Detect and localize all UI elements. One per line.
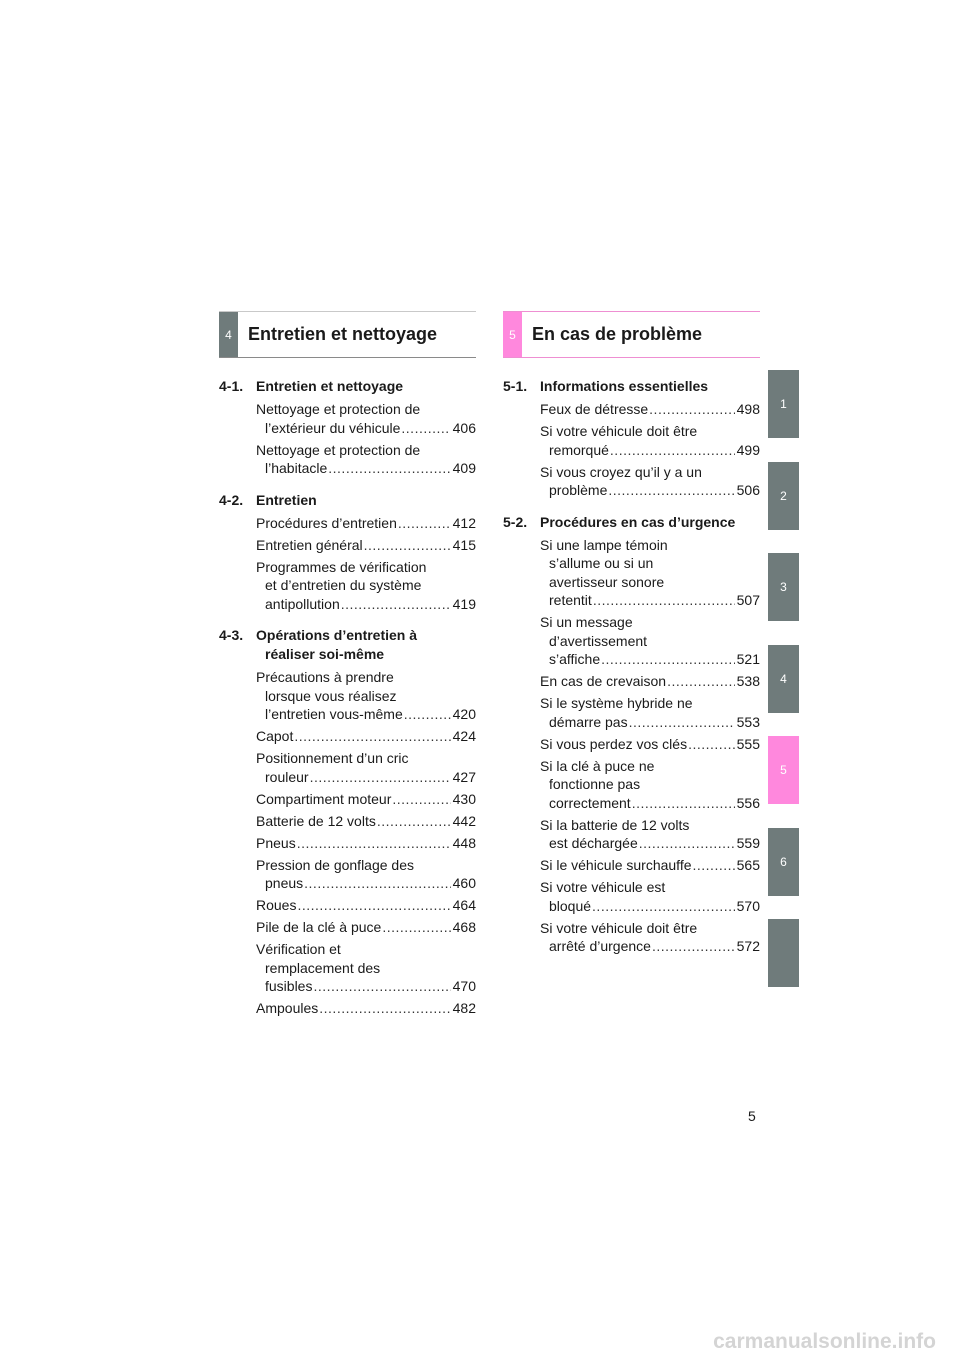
toc-entry-line: Si votre véhicule est	[540, 879, 666, 895]
toc-page-number: 468	[452, 919, 476, 935]
toc-page-number: 427	[452, 768, 476, 785]
toc-page-number: 555	[736, 735, 760, 752]
toc-entry-text: est déchargée	[549, 835, 638, 851]
toc-entry-line: Si votre véhicule doit être	[540, 919, 698, 936]
dot-leader	[652, 937, 735, 956]
dot-leader	[398, 514, 451, 533]
toc-entry-line: Si le système hybride ne	[540, 695, 693, 711]
dot-leader	[610, 441, 735, 460]
dot-leader	[592, 897, 735, 916]
toc-page-number: 507	[736, 592, 760, 608]
dot-leader	[377, 812, 451, 831]
group-heading	[219, 377, 476, 396]
toc-entry-line: avertisseur sonore	[549, 573, 665, 590]
section-title: En cas de problème	[532, 324, 703, 344]
group-title-line: Entretien	[256, 491, 317, 508]
chapter-tab-blank[interactable]	[768, 919, 799, 987]
toc-entry[interactable]	[256, 400, 476, 437]
toc-entry-line	[256, 790, 476, 809]
toc-entry-text: Roues	[256, 897, 297, 913]
toc-page-number: 470	[452, 978, 476, 994]
toc-entry[interactable]	[256, 668, 476, 724]
toc-entry[interactable]	[256, 441, 476, 478]
toc-entry-text: Ampoules	[256, 1000, 319, 1016]
toc-page-number: 559	[736, 835, 760, 851]
toc-entry-line	[256, 812, 476, 831]
toc-entry-line	[540, 735, 760, 754]
group-heading	[503, 513, 760, 532]
group-number: 4-1.	[219, 378, 244, 394]
toc-entry-line	[540, 794, 760, 813]
group-heading	[219, 491, 476, 510]
toc-entry-line	[256, 705, 476, 724]
toc-entry-text: Entretien général	[256, 536, 363, 553]
toc-entry-line	[256, 459, 476, 478]
toc-page-number: 499	[736, 441, 760, 458]
toc-entry-line	[540, 672, 760, 691]
toc-entry-text: Batterie de 12 volts	[256, 812, 376, 829]
toc-entry-line	[540, 856, 760, 875]
toc-entry[interactable]	[540, 757, 760, 813]
dot-leader	[297, 896, 450, 915]
toc-entry[interactable]	[540, 694, 760, 731]
toc-entry[interactable]	[540, 536, 760, 610]
toc-entry-line	[256, 874, 476, 893]
dot-leader	[310, 768, 451, 787]
group-heading	[503, 377, 760, 396]
toc-entry-text: bloqué	[549, 897, 592, 914]
toc-page-number: 442	[452, 812, 476, 829]
toc-page-number: 460	[452, 875, 476, 891]
toc-entry[interactable]	[540, 400, 760, 419]
toc-entry-text: l’habitacle	[265, 460, 328, 476]
toc-entry-line	[540, 713, 760, 732]
toc-entry-line: fonctionne pas	[549, 776, 641, 792]
group-title	[256, 626, 476, 664]
toc-entry-line	[256, 419, 476, 438]
toc-entry[interactable]	[540, 463, 760, 500]
toc-group	[219, 626, 476, 1018]
toc-entry-line	[540, 650, 760, 669]
dot-leader	[632, 794, 735, 813]
group-number: 5-1.	[503, 378, 528, 394]
chapter-tab-4[interactable]: 4	[768, 645, 799, 713]
toc-entry[interactable]	[256, 940, 476, 996]
toc-entry-line	[256, 727, 476, 746]
chapter-tab-5[interactable]: 5	[768, 736, 799, 804]
group-number: 4-3.	[219, 627, 244, 643]
toc-entry-line: s’allume ou si un	[549, 555, 654, 571]
toc-entry-line	[540, 441, 760, 460]
group-title-line: Opérations d’entretien à	[256, 627, 418, 643]
toc-entry-line	[256, 834, 476, 853]
toc-entry[interactable]	[256, 790, 476, 809]
toc-entry[interactable]	[540, 919, 760, 956]
toc-entry-line	[540, 834, 760, 853]
toc-page-number: 538	[736, 673, 760, 689]
toc-entry-text: Compartiment moteur	[256, 790, 392, 807]
toc-page-number: 482	[452, 1000, 476, 1016]
toc-group	[219, 377, 476, 478]
toc-entry[interactable]	[540, 422, 760, 459]
dot-leader	[404, 705, 451, 724]
toc-entry-line: Programmes de vérification	[256, 558, 427, 575]
dot-leader	[649, 400, 734, 419]
dot-leader	[688, 735, 735, 754]
toc-page-number: 572	[736, 938, 760, 954]
toc-entry-line	[256, 896, 476, 915]
toc-entry[interactable]	[256, 749, 476, 786]
toc-page-number: 415	[452, 536, 476, 553]
group-number: 4-2.	[219, 491, 244, 508]
group-title-line: Entretien et nettoyage	[256, 378, 404, 394]
toc-group	[503, 513, 760, 956]
toc-page-number: 556	[736, 794, 760, 811]
toc-entry-text: Pile de la clé à puce	[256, 919, 382, 935]
toc-entry-line: Si la clé à puce ne	[540, 757, 655, 774]
section-5-column	[503, 311, 760, 969]
toc-entry-text: retentit	[549, 592, 592, 608]
toc-entry-line: Précautions à prendre	[256, 669, 394, 685]
toc-entry-line	[256, 768, 476, 787]
toc-entry-text: problème	[549, 482, 608, 498]
dot-leader	[304, 874, 450, 893]
toc-entry-text: antipollution	[265, 595, 340, 612]
dot-leader	[341, 595, 451, 614]
toc-entry[interactable]	[256, 812, 476, 831]
chapter-tab-1[interactable]: 1	[768, 370, 799, 438]
toc-entry-line: Si votre véhicule doit être	[540, 423, 698, 439]
toc-entry[interactable]	[256, 514, 476, 533]
section-4-column	[219, 311, 476, 1031]
toc-entry[interactable]	[256, 999, 476, 1018]
toc-page-number: 419	[452, 595, 476, 612]
toc-page-number: 420	[452, 706, 476, 722]
toc-entry-line	[256, 514, 476, 533]
toc-entry[interactable]	[256, 856, 476, 893]
page-number: 5	[748, 1108, 756, 1124]
dot-leader	[639, 834, 735, 853]
group-number: 5-2.	[503, 513, 528, 530]
chapter-tab-3[interactable]: 3	[768, 553, 799, 621]
dot-leader	[392, 790, 450, 809]
toc-page-number: 521	[736, 651, 760, 667]
toc-entry-line: et d’entretien du système	[265, 577, 422, 593]
toc-entry[interactable]	[540, 878, 760, 915]
toc-entry[interactable]	[256, 558, 476, 614]
toc-entry-line: remplacement des	[265, 959, 381, 976]
toc-entry-line: Vérification et	[256, 941, 341, 957]
toc-entry[interactable]	[540, 735, 760, 754]
group-title-line: Informations essentielles	[540, 378, 709, 394]
toc-entry-text: Si vous perdez vos clés	[540, 735, 688, 752]
group-title-line: réaliser soi-même	[265, 646, 385, 662]
group-title	[540, 513, 760, 532]
toc-entry-line: Pression de gonflage des	[256, 856, 414, 873]
dot-leader	[313, 977, 450, 996]
toc-page-number: 430	[452, 790, 476, 807]
dot-leader	[629, 713, 735, 732]
toc-entry-line: Nettoyage et protection de	[256, 401, 421, 417]
toc-page-number: 506	[736, 482, 760, 498]
toc-entry-text: pneus	[265, 875, 304, 891]
toc-entry-line: Si vous croyez qu’il y a un	[540, 463, 702, 480]
toc-entry-line	[256, 977, 476, 996]
toc-page-number: 553	[736, 713, 760, 730]
section-header	[503, 311, 760, 358]
toc-entry[interactable]	[256, 536, 476, 555]
dot-leader	[294, 727, 450, 746]
toc-entry-line	[256, 536, 476, 555]
toc-entry-text: Capot	[256, 728, 294, 744]
chapter-tab-6[interactable]: 6	[768, 828, 799, 896]
toc-page-number: 570	[736, 897, 760, 914]
chapter-tab-2[interactable]: 2	[768, 462, 799, 530]
toc-entry-line	[540, 481, 760, 500]
dot-leader	[382, 918, 450, 937]
dot-leader	[601, 650, 735, 669]
toc-entry-line	[540, 897, 760, 916]
toc-entry-text: s’affiche	[549, 651, 601, 667]
section-number: 4	[219, 312, 238, 357]
section-header	[219, 311, 476, 358]
toc-entry[interactable]	[256, 918, 476, 937]
toc-entry-text: Feux de détresse	[540, 401, 649, 417]
group-title-line: Procédures en cas d’urgence	[540, 513, 736, 530]
toc-group	[219, 491, 476, 614]
dot-leader	[364, 536, 451, 555]
toc-entry-text: Pneus	[256, 834, 296, 851]
section-number: 5	[503, 312, 522, 357]
toc-groups	[219, 358, 476, 1018]
toc-entry-text: l’extérieur du véhicule	[265, 419, 401, 436]
toc-page-number: 424	[452, 728, 476, 744]
toc-entry-line	[540, 937, 760, 956]
toc-entry-line: Si un message	[540, 614, 633, 630]
toc-entry-line: Positionnement d’un cric	[256, 750, 409, 766]
toc-entry-line	[540, 591, 760, 610]
dot-leader	[608, 481, 734, 500]
toc-groups	[503, 358, 760, 956]
toc-entry-text: l’entretien vous-même	[265, 706, 403, 722]
toc-entry-text: remorqué	[549, 441, 609, 458]
toc-entry-line	[256, 918, 476, 937]
group-title	[256, 491, 476, 510]
toc-entry-line: Si la batterie de 12 volts	[540, 816, 690, 833]
dot-leader	[297, 834, 451, 853]
watermark: carmanualsonline.info	[713, 1330, 936, 1353]
toc-page-number: 498	[736, 401, 760, 417]
dot-leader	[593, 591, 735, 610]
toc-entry-line: Si une lampe témoin	[540, 536, 668, 553]
toc-entry-text: correctement	[549, 794, 631, 811]
toc-group	[503, 377, 760, 500]
toc-entry[interactable]	[256, 834, 476, 853]
toc-page-number: 406	[452, 419, 476, 436]
toc-entry[interactable]	[540, 672, 760, 691]
toc-entry-line	[540, 400, 760, 419]
dot-leader	[328, 459, 450, 478]
toc-entry[interactable]	[540, 856, 760, 875]
toc-entry-line: Nettoyage et protection de	[256, 441, 421, 458]
toc-entry-text: fusibles	[265, 978, 313, 994]
group-title	[256, 377, 476, 396]
dot-leader	[693, 856, 735, 875]
toc-entry-line: d’avertissement	[549, 632, 648, 649]
toc-page-number: 409	[452, 460, 476, 476]
toc-entry[interactable]	[540, 613, 760, 669]
toc-page-number: 448	[452, 834, 476, 851]
toc-entry-line	[256, 595, 476, 614]
dot-leader	[401, 419, 450, 438]
toc-entry-line	[256, 999, 476, 1018]
section-title: Entretien et nettoyage	[248, 324, 438, 344]
toc-entry[interactable]	[256, 727, 476, 746]
toc-entry-text: démarre pas	[549, 713, 628, 730]
toc-page-number: 565	[736, 857, 760, 873]
toc-entry-text: Procédures d’entretien	[256, 514, 397, 531]
toc-entry-text: rouleur	[265, 768, 309, 785]
group-heading	[219, 626, 476, 664]
toc-page-number: 412	[452, 514, 476, 531]
group-title	[540, 377, 760, 396]
dot-leader	[319, 999, 450, 1018]
toc-entry[interactable]	[256, 896, 476, 915]
dot-leader	[667, 672, 735, 691]
toc-entry-text: arrêté d’urgence	[549, 938, 651, 954]
toc-entry-text: En cas de crevaison	[540, 673, 667, 689]
toc-page-number: 464	[452, 897, 476, 913]
toc-entry-text: Si le véhicule surchauffe	[540, 857, 692, 873]
toc-entry[interactable]	[540, 816, 760, 853]
toc-entry-line: lorsque vous réalisez	[265, 687, 397, 704]
